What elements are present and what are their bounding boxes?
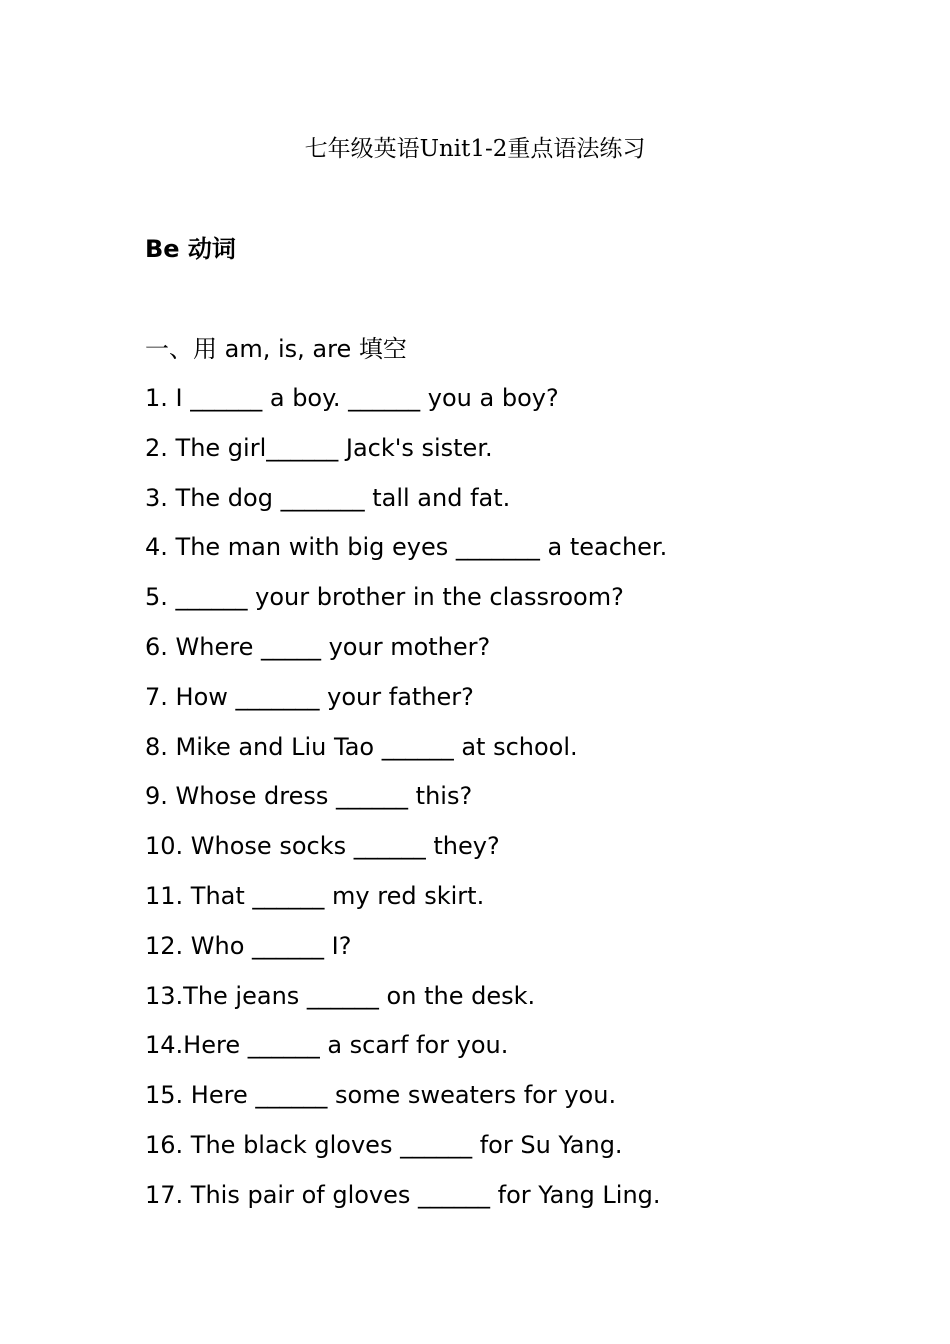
question-item: 10. Whose socks ______ they? [145,832,500,861]
question-item: 5. ______ your brother in the classroom? [145,583,624,612]
page-title: 七年级英语Unit1-2重点语法练习 [304,136,646,162]
question-item: 1. I ______ a boy. ______ you a boy? [145,384,559,412]
section-heading: Be 动词 [145,235,236,263]
question-item: 12. Who ______ I? [145,931,352,960]
question-item: 11. That ______ my red skirt. [145,881,485,910]
exercise-instruction: 一、用 am, is, are 填空 [145,335,407,363]
question-item: 4. The man with big eyes _______ a teacher. [145,533,668,562]
question-item: 6. Where _____ your mother? [145,632,491,661]
question-item: 13.The jeans ______ on the desk. [145,981,536,1010]
question-item: 17. This pair of gloves ______ for Yang Ling. [145,1180,661,1209]
question-item: 16. The black gloves ______ for Su Yang. [145,1130,623,1159]
question-list [145,383,667,1230]
question-item: 3. The dog _______ tall and fat. [145,483,511,512]
question-item: 9. Whose dress ______ this? [145,782,473,811]
question-item: 2. The girl______ Jack's sister. [145,433,493,462]
question-item: 8. Mike and Liu Tao ______ at school. [145,732,578,761]
question-item: 7. How _______ your father? [145,682,474,711]
question-item: 14.Here ______ a scarf for you. [145,1031,509,1060]
question-item: 15. Here ______ some sweaters for you. [145,1081,617,1110]
